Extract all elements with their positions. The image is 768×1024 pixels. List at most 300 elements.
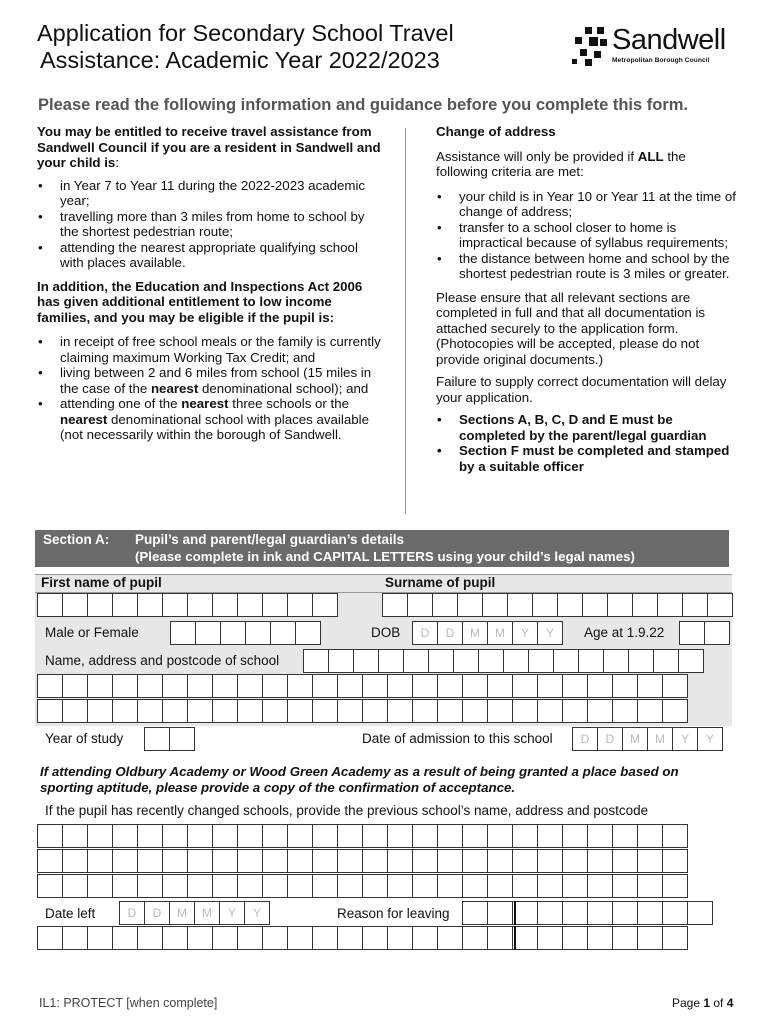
char-box[interactable]: Y — [219, 901, 245, 925]
char-box[interactable] — [453, 649, 479, 673]
list-item: • travelling more than 3 miles from home to school by the shortest pedestrian route; — [37, 209, 384, 240]
char-box[interactable] — [537, 874, 563, 898]
date-left-input[interactable] — [119, 901, 269, 925]
char-box[interactable] — [512, 824, 538, 848]
char-box[interactable] — [612, 674, 638, 698]
char-box[interactable] — [137, 926, 163, 950]
char-box[interactable] — [662, 674, 688, 698]
char-box[interactable] — [612, 699, 638, 723]
char-box[interactable] — [362, 849, 388, 873]
char-box[interactable]: M — [169, 901, 195, 925]
char-box[interactable] — [187, 674, 213, 698]
char-box[interactable] — [212, 874, 238, 898]
char-box[interactable] — [37, 593, 63, 617]
section-label: Section A: — [43, 532, 110, 547]
previous-school-line-3[interactable] — [37, 874, 687, 898]
list-item: • your child is in Year 10 or Year 11 at the time of change of address; — [436, 189, 736, 220]
char-box[interactable]: D — [144, 901, 170, 925]
char-box[interactable] — [87, 593, 113, 617]
char-box[interactable] — [537, 849, 563, 873]
char-box[interactable] — [612, 874, 638, 898]
char-box[interactable] — [353, 649, 379, 673]
char-box[interactable] — [337, 699, 363, 723]
char-box[interactable] — [162, 674, 188, 698]
char-box[interactable] — [387, 699, 413, 723]
char-box[interactable] — [62, 926, 88, 950]
char-box[interactable] — [387, 824, 413, 848]
char-box[interactable] — [137, 849, 163, 873]
char-box[interactable] — [144, 727, 170, 751]
char-box[interactable] — [62, 699, 88, 723]
sections-list — [436, 412, 736, 474]
char-box[interactable]: M — [194, 901, 220, 925]
school-label: Name, address and postcode of school — [45, 653, 280, 668]
char-box[interactable] — [562, 674, 588, 698]
char-box[interactable] — [637, 901, 663, 925]
char-box[interactable] — [462, 824, 488, 848]
char-box[interactable] — [162, 849, 188, 873]
char-box[interactable] — [62, 824, 88, 848]
char-box[interactable] — [637, 849, 663, 873]
char-box[interactable] — [187, 593, 213, 617]
eligibility-intro: You may be entitled to receive travel assistance from Sandwell Council if you are a resident in Sandwell and your child is: — [37, 124, 381, 170]
char-box[interactable] — [707, 593, 733, 617]
char-box[interactable] — [37, 849, 63, 873]
char-box[interactable] — [387, 874, 413, 898]
char-box[interactable] — [637, 926, 663, 950]
char-box[interactable] — [637, 824, 663, 848]
char-box[interactable] — [437, 874, 463, 898]
char-box[interactable] — [187, 824, 213, 848]
char-box[interactable] — [678, 649, 704, 673]
char-box[interactable] — [287, 849, 313, 873]
title-line-1: Application for Secondary School Travel — [37, 20, 454, 46]
char-box[interactable] — [212, 593, 238, 617]
dob-input[interactable] — [412, 621, 562, 645]
char-box[interactable] — [537, 926, 563, 950]
char-box[interactable] — [162, 874, 188, 898]
char-box[interactable] — [578, 649, 604, 673]
char-box[interactable] — [562, 926, 588, 950]
char-box[interactable] — [587, 674, 613, 698]
char-box[interactable] — [287, 593, 313, 617]
char-box[interactable] — [37, 824, 63, 848]
char-box[interactable] — [237, 824, 263, 848]
char-box[interactable] — [487, 926, 513, 950]
char-box[interactable] — [612, 901, 638, 925]
char-box[interactable] — [532, 593, 558, 617]
char-box[interactable] — [262, 699, 288, 723]
admission-date-label: Date of admission to this school — [362, 731, 553, 746]
char-box[interactable] — [62, 674, 88, 698]
char-box[interactable]: M — [647, 727, 673, 751]
char-box[interactable] — [312, 699, 338, 723]
char-box[interactable] — [412, 926, 438, 950]
char-box[interactable] — [562, 874, 588, 898]
char-box[interactable] — [337, 674, 363, 698]
char-box[interactable] — [162, 699, 188, 723]
char-box[interactable] — [337, 926, 363, 950]
char-box[interactable] — [412, 824, 438, 848]
char-box[interactable] — [212, 674, 238, 698]
char-box[interactable] — [562, 849, 588, 873]
char-box[interactable] — [362, 699, 388, 723]
char-box[interactable] — [587, 699, 613, 723]
char-box[interactable] — [312, 849, 338, 873]
char-box[interactable] — [612, 849, 638, 873]
eligibility-list — [37, 178, 384, 271]
char-box[interactable]: Y — [672, 727, 698, 751]
year-of-study-label: Year of study — [45, 731, 124, 746]
char-box[interactable] — [237, 926, 263, 950]
char-box[interactable]: D — [437, 621, 463, 645]
char-box[interactable] — [262, 926, 288, 950]
char-box[interactable] — [462, 901, 488, 925]
char-box[interactable] — [687, 901, 713, 925]
char-box[interactable] — [432, 593, 458, 617]
field-divider — [514, 901, 516, 925]
gender-input[interactable] — [170, 621, 320, 645]
char-box[interactable] — [62, 593, 88, 617]
char-box[interactable] — [112, 849, 138, 873]
protect-marking: IL1: PROTECT [when complete] — [39, 996, 218, 1010]
char-box[interactable] — [662, 901, 688, 925]
char-box[interactable] — [437, 849, 463, 873]
criteria-list — [436, 189, 736, 282]
first-name-input[interactable] — [37, 593, 337, 617]
char-box[interactable] — [587, 874, 613, 898]
char-box[interactable] — [112, 926, 138, 950]
char-box[interactable]: Y — [537, 621, 563, 645]
char-box[interactable] — [387, 849, 413, 873]
list-item: • attending one of the nearest three schools or the nearest denominational school with places available (not necessarily within the borough of Sandwell. — [37, 396, 384, 443]
char-box[interactable] — [682, 593, 708, 617]
char-box[interactable] — [187, 699, 213, 723]
char-box[interactable] — [487, 849, 513, 873]
char-box[interactable] — [653, 649, 679, 673]
list-item: • living between 2 and 6 miles from school (15 miles in the case of the nearest denominational school); and — [37, 365, 384, 396]
char-box[interactable] — [137, 593, 163, 617]
sporting-aptitude-note: If attending Oldbury Academy or Wood Green Academy as a result of being granted a place based on sporting aptitude, please provide a copy of the confirmation of acceptance. — [40, 764, 679, 795]
char-box[interactable] — [637, 874, 663, 898]
char-box[interactable] — [337, 849, 363, 873]
char-box[interactable] — [262, 874, 288, 898]
char-box[interactable] — [553, 649, 579, 673]
char-box[interactable] — [662, 824, 688, 848]
char-box[interactable] — [607, 593, 633, 617]
gender-label: Male or Female — [45, 625, 139, 640]
char-box[interactable] — [287, 674, 313, 698]
char-box[interactable] — [237, 674, 263, 698]
char-box[interactable]: D — [412, 621, 438, 645]
char-box[interactable] — [457, 593, 483, 617]
char-box[interactable] — [287, 874, 313, 898]
char-box[interactable] — [112, 674, 138, 698]
char-box[interactable] — [337, 824, 363, 848]
char-box[interactable] — [187, 849, 213, 873]
list-item: • the distance between home and school by the shortest pedestrian route is 3 miles or greater. — [436, 251, 736, 282]
char-box[interactable] — [462, 849, 488, 873]
char-box[interactable] — [137, 824, 163, 848]
char-box[interactable] — [87, 674, 113, 698]
page-number: Page 1 of 4 — [672, 996, 734, 1010]
char-box[interactable] — [362, 674, 388, 698]
char-box[interactable]: D — [572, 727, 598, 751]
char-box[interactable] — [557, 593, 583, 617]
column-divider — [405, 128, 406, 514]
char-box[interactable] — [487, 874, 513, 898]
char-box[interactable] — [462, 874, 488, 898]
previous-school-line-1[interactable] — [37, 824, 687, 848]
char-box[interactable] — [212, 824, 238, 848]
char-box[interactable] — [637, 699, 663, 723]
char-box[interactable] — [237, 874, 263, 898]
char-box[interactable] — [337, 874, 363, 898]
char-box[interactable] — [582, 593, 608, 617]
char-box[interactable] — [362, 824, 388, 848]
char-box[interactable] — [512, 849, 538, 873]
char-box[interactable] — [462, 926, 488, 950]
char-box[interactable] — [37, 699, 63, 723]
char-box[interactable] — [162, 593, 188, 617]
char-box[interactable] — [478, 649, 504, 673]
school-input-line-1[interactable] — [303, 649, 703, 673]
char-box[interactable] — [412, 699, 438, 723]
char-box[interactable] — [482, 593, 508, 617]
char-box[interactable] — [112, 874, 138, 898]
char-box[interactable] — [628, 649, 654, 673]
char-box[interactable] — [362, 874, 388, 898]
char-box[interactable] — [262, 824, 288, 848]
delay-warning: Failure to supply correct documentation will delay your application. — [436, 374, 727, 405]
char-box[interactable] — [37, 926, 63, 950]
section-title: Pupil’s and parent/legal guardian’s details — [135, 532, 405, 547]
char-box[interactable] — [612, 824, 638, 848]
list-item: • Section F must be completed and stamped by a suitable officer — [436, 443, 736, 474]
char-box[interactable]: Y — [512, 621, 538, 645]
char-box[interactable] — [87, 824, 113, 848]
char-box[interactable] — [679, 621, 705, 645]
char-box[interactable]: M — [487, 621, 513, 645]
low-income-list — [37, 334, 384, 443]
char-box[interactable] — [512, 699, 538, 723]
list-item: • attending the nearest appropriate qualifying school with places available. — [37, 240, 384, 271]
char-box[interactable] — [382, 593, 408, 617]
char-box[interactable] — [137, 699, 163, 723]
char-box[interactable] — [528, 649, 554, 673]
char-box[interactable] — [512, 874, 538, 898]
char-box[interactable] — [195, 621, 221, 645]
logo-name: Sandwell — [612, 24, 726, 56]
char-box[interactable] — [287, 699, 313, 723]
char-box[interactable] — [462, 699, 488, 723]
char-box[interactable] — [662, 699, 688, 723]
char-box[interactable] — [303, 649, 329, 673]
age-input[interactable] — [679, 621, 729, 645]
char-box[interactable] — [412, 849, 438, 873]
page-title — [37, 20, 537, 74]
char-box[interactable] — [587, 901, 613, 925]
surname-input[interactable] — [382, 593, 732, 617]
additional-entitlement-text: In addition, the Education and Inspections Act 2006 has given additional entitlement to low income families, and you may be eligible if the pupil is: — [37, 278, 363, 325]
char-box[interactable] — [662, 874, 688, 898]
year-of-study-input[interactable] — [144, 727, 194, 751]
char-box[interactable] — [270, 621, 296, 645]
char-box[interactable] — [487, 824, 513, 848]
char-box[interactable]: M — [462, 621, 488, 645]
school-input-line-3[interactable] — [37, 699, 687, 723]
char-box[interactable] — [237, 593, 263, 617]
char-box[interactable] — [328, 649, 354, 673]
char-box[interactable] — [537, 824, 563, 848]
char-box[interactable] — [312, 674, 338, 698]
char-box[interactable] — [187, 926, 213, 950]
change-of-address-column — [436, 124, 736, 482]
char-box[interactable] — [295, 621, 321, 645]
char-box[interactable] — [37, 874, 63, 898]
char-box[interactable] — [112, 699, 138, 723]
char-box[interactable] — [170, 621, 196, 645]
documentation-text: Please ensure that all relevant sections are completed in full and that all documentation is attached securely to the application form. (Photocopies will be accepted, please do not provide original documents.) — [436, 289, 706, 367]
previous-school-label: If the pupil has recently changed schools, provide the previous school’s name, address and postcode — [45, 803, 649, 818]
char-box[interactable] — [162, 824, 188, 848]
char-box[interactable] — [87, 874, 113, 898]
char-box[interactable] — [562, 699, 588, 723]
date-left-label: Date left — [45, 906, 96, 921]
list-item: • in Year 7 to Year 11 during the 2022-2023 academic year; — [37, 178, 384, 209]
age-label: Age at 1.9.22 — [584, 625, 665, 640]
char-box[interactable] — [137, 674, 163, 698]
char-box[interactable] — [87, 849, 113, 873]
char-box[interactable] — [437, 699, 463, 723]
char-box[interactable] — [312, 824, 338, 848]
criteria-intro: Assistance will only be provided if ALL the following criteria are met: — [436, 148, 686, 179]
char-box[interactable] — [312, 874, 338, 898]
char-box[interactable] — [212, 849, 238, 873]
char-box[interactable] — [487, 674, 513, 698]
char-box[interactable] — [112, 593, 138, 617]
title-line-2: Assistance: Academic Year 2022/2023 — [40, 47, 440, 73]
char-box[interactable] — [662, 849, 688, 873]
eligibility-column — [37, 124, 384, 451]
char-box[interactable] — [537, 901, 563, 925]
list-item: • transfer to a school closer to home is impractical because of syllabus requirements; — [436, 220, 736, 251]
reason-input-line-1[interactable] — [462, 901, 712, 925]
char-box[interactable]: Y — [697, 727, 723, 751]
field-divider — [514, 926, 516, 950]
char-box[interactable] — [562, 901, 588, 925]
char-box[interactable]: D — [119, 901, 145, 925]
admission-date-input[interactable] — [572, 727, 722, 751]
char-box[interactable] — [312, 593, 338, 617]
reason-input-line-2[interactable] — [37, 926, 687, 950]
char-box[interactable] — [412, 874, 438, 898]
char-box[interactable] — [603, 649, 629, 673]
char-box[interactable] — [362, 926, 388, 950]
char-box[interactable] — [187, 874, 213, 898]
list-item: • Sections A, B, C, D and E must be completed by the parent/legal guardian — [436, 412, 736, 443]
char-box[interactable] — [312, 926, 338, 950]
char-box[interactable] — [462, 674, 488, 698]
char-box[interactable] — [62, 874, 88, 898]
char-box[interactable] — [437, 674, 463, 698]
char-box[interactable] — [262, 593, 288, 617]
char-box[interactable] — [587, 824, 613, 848]
previous-school-line-2[interactable] — [37, 849, 687, 873]
intro-heading: Please read the following information and guidance before you complete this form. — [38, 96, 689, 114]
char-box[interactable] — [437, 824, 463, 848]
school-input-line-2[interactable] — [37, 674, 687, 698]
char-box[interactable] — [487, 901, 513, 925]
char-box[interactable] — [587, 849, 613, 873]
char-box[interactable] — [507, 593, 533, 617]
section-a-header — [35, 530, 729, 567]
char-box[interactable] — [412, 674, 438, 698]
surname-label: Surname of pupil — [385, 575, 496, 590]
char-box[interactable] — [512, 674, 538, 698]
char-box[interactable] — [237, 849, 263, 873]
char-box[interactable] — [245, 621, 271, 645]
char-box[interactable] — [87, 926, 113, 950]
change-of-address-heading: Change of address — [436, 124, 556, 139]
char-box[interactable] — [162, 926, 188, 950]
logo-subtitle: Metropolitan Borough Council — [612, 57, 710, 64]
char-box[interactable] — [662, 926, 688, 950]
char-box[interactable] — [657, 593, 683, 617]
char-box[interactable] — [287, 824, 313, 848]
char-box[interactable]: Y — [244, 901, 270, 925]
section-subtitle: (Please complete in ink and CAPITAL LETTERS using your child’s legal names) — [135, 549, 635, 564]
char-box[interactable] — [287, 926, 313, 950]
char-box[interactable] — [262, 674, 288, 698]
char-box[interactable] — [212, 699, 238, 723]
char-box[interactable] — [387, 926, 413, 950]
char-box[interactable] — [428, 649, 454, 673]
char-box[interactable] — [237, 699, 263, 723]
char-box[interactable] — [220, 621, 246, 645]
char-box[interactable] — [87, 699, 113, 723]
char-box[interactable] — [387, 674, 413, 698]
dob-label: DOB — [371, 625, 401, 640]
list-item: • in receipt of free school meals or the family is currently claiming maximum Working Tax Credit; and — [37, 334, 384, 365]
char-box[interactable] — [212, 926, 238, 950]
char-box[interactable] — [37, 674, 63, 698]
char-box[interactable] — [262, 849, 288, 873]
char-box[interactable] — [407, 593, 433, 617]
char-box[interactable] — [537, 674, 563, 698]
char-box[interactable] — [403, 649, 429, 673]
char-box[interactable] — [437, 926, 463, 950]
char-box[interactable] — [587, 926, 613, 950]
sandwell-logo — [572, 24, 737, 72]
char-box[interactable] — [612, 926, 638, 950]
char-box[interactable]: D — [597, 727, 623, 751]
char-box[interactable] — [704, 621, 730, 645]
char-box[interactable] — [112, 824, 138, 848]
char-box[interactable] — [503, 649, 529, 673]
char-box[interactable] — [169, 727, 195, 751]
reason-label: Reason for leaving — [337, 906, 450, 921]
char-box[interactable] — [487, 699, 513, 723]
char-box[interactable] — [537, 699, 563, 723]
char-box[interactable] — [632, 593, 658, 617]
char-box[interactable] — [637, 674, 663, 698]
char-box[interactable] — [62, 849, 88, 873]
char-box[interactable] — [562, 824, 588, 848]
char-box[interactable] — [378, 649, 404, 673]
char-box[interactable] — [137, 874, 163, 898]
char-box[interactable]: M — [622, 727, 648, 751]
